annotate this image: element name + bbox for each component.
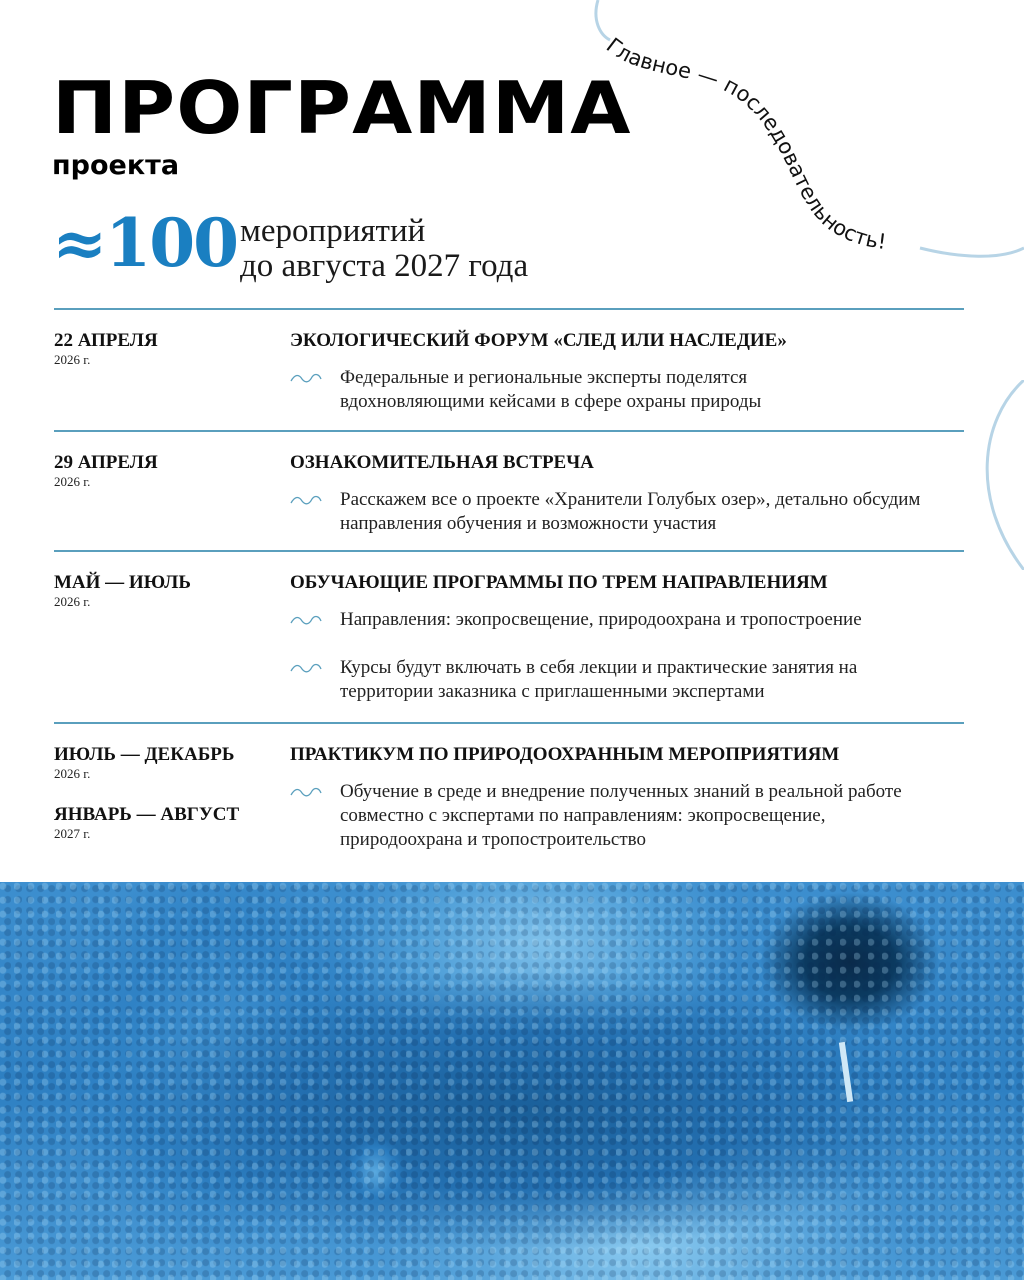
wave-icon bbox=[290, 495, 322, 505]
timeline-row bbox=[54, 550, 964, 722]
bullet-text: Курсы будут включать в себя лекции и практические занятия на территории заказника с приглашенными экспертами bbox=[340, 657, 858, 702]
bullet-text: Направления: экопросвещение, природоохрана и тропостроение bbox=[340, 609, 862, 630]
events-caption-line2: до августа 2027 года bbox=[240, 248, 529, 284]
timeline-row bbox=[54, 722, 964, 874]
wave-icon bbox=[290, 787, 322, 797]
page-title: ПРОГРАММА bbox=[52, 66, 632, 150]
date-label: 29 АПРЕЛЯ bbox=[54, 452, 158, 473]
date-label-2: ЯНВАРЬ — АВГУСТ bbox=[54, 804, 240, 825]
wave-icon bbox=[290, 373, 322, 383]
event-heading: ОЗНАКОМИТЕЛЬНАЯ ВСТРЕЧА bbox=[290, 452, 594, 473]
event-heading: ЭКОЛОГИЧЕСКИЙ ФОРУМ «СЛЕД ИЛИ НАСЛЕДИЕ» bbox=[290, 330, 787, 351]
wave-icon bbox=[290, 663, 322, 673]
date-label: 22 АПРЕЛЯ bbox=[54, 330, 158, 351]
timeline-date bbox=[54, 330, 284, 390]
year-label-2: 2027 г. bbox=[54, 826, 91, 841]
event-heading: ОБУЧАЮЩИЕ ПРОГРАММЫ ПО ТРЕМ НАПРАВЛЕНИЯМ bbox=[290, 572, 828, 593]
year-label: 2026 г. bbox=[54, 474, 91, 489]
aerial-lake-photo bbox=[0, 882, 1024, 1280]
bullet-text: Обучение в среде и внедрение полученных знаний в реальной работе совместно с экспертами по направлениям: экопросвещение, природоохрана и тропостроительство bbox=[340, 781, 902, 850]
timeline bbox=[54, 308, 964, 874]
year-label: 2026 г. bbox=[54, 766, 91, 781]
event-heading: ПРАКТИКУМ ПО ПРИРОДООХРАННЫМ МЕРОПРИЯТИЯМ bbox=[290, 744, 840, 765]
events-caption bbox=[240, 214, 528, 284]
wave-icon bbox=[290, 615, 322, 625]
decorative-arc-top bbox=[596, 0, 610, 40]
event-bullet bbox=[290, 488, 964, 536]
timeline-date bbox=[54, 572, 284, 632]
page-subtitle: проекта bbox=[52, 150, 180, 181]
motto-text: Главное — последовательность! bbox=[601, 33, 888, 254]
bullet-text: Расскажем все о проекте «Хранители Голубых озер», детально обсудим направления обучения и возможности участия bbox=[340, 489, 921, 534]
events-caption-line1: мероприятий bbox=[240, 213, 426, 249]
event-bullet bbox=[290, 656, 964, 704]
events-count: ≈100 bbox=[52, 204, 238, 282]
timeline-row bbox=[54, 308, 964, 430]
date-label: МАЙ — ИЮЛЬ bbox=[54, 572, 191, 593]
date-label: ИЮЛЬ — ДЕКАБРЬ bbox=[54, 744, 235, 765]
event-bullet bbox=[290, 608, 964, 632]
bullet-text: Федеральные и региональные эксперты поделятся вдохновляющими кейсами в сфере охраны природы bbox=[340, 367, 762, 412]
year-label: 2026 г. bbox=[54, 352, 91, 367]
timeline-row bbox=[54, 430, 964, 550]
photo-texture bbox=[0, 882, 1024, 1280]
event-bullet bbox=[290, 366, 964, 414]
decorative-arc-right bbox=[920, 248, 1024, 256]
year-label: 2026 г. bbox=[54, 594, 91, 609]
timeline-date bbox=[54, 744, 284, 864]
decorative-arc-side bbox=[970, 380, 1024, 570]
timeline-date bbox=[54, 452, 284, 512]
event-bullet bbox=[290, 780, 964, 852]
